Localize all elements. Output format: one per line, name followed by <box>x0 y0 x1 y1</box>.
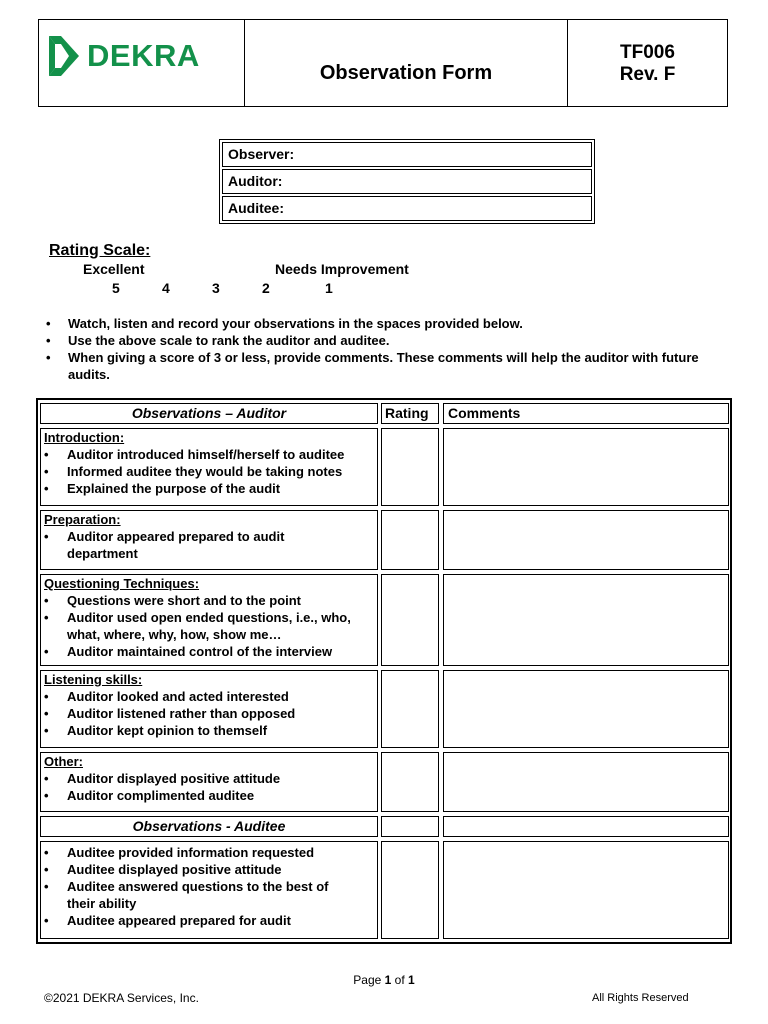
header-comments: Comments <box>443 403 729 424</box>
page-number: Page 1 of 1 <box>353 973 415 987</box>
list-item: • Auditor looked and acted interested <box>44 689 289 704</box>
list-item: • Auditee answered questions to the best of their ability <box>44 879 329 911</box>
auditee-header-comments-blank <box>443 816 729 837</box>
bullet-icon: • <box>44 788 49 803</box>
instruction-item: • Use the above scale to rank the auditor and auditee. <box>46 333 390 348</box>
bullet-icon: • <box>44 723 49 738</box>
header-observations-auditee: Observations - Auditee <box>40 816 378 837</box>
comments-cell-preparation[interactable] <box>443 510 729 570</box>
instruction-item: • Watch, listen and record your observations in the spaces provided below. <box>46 316 523 331</box>
rating-cell-questioning[interactable] <box>381 574 439 666</box>
dekra-chevron-icon <box>47 34 81 78</box>
header-observations-auditor: Observations – Auditor <box>40 403 378 424</box>
section-title: Listening skills: <box>44 672 143 687</box>
bullet-icon: • <box>44 862 49 877</box>
instruction-item: • When giving a score of 3 or less, provide comments. These comments will help the auditor with future audits. <box>46 350 699 382</box>
section-title: Introduction: <box>44 430 125 445</box>
auditor-field[interactable]: Auditor: <box>222 169 592 194</box>
title-cell <box>245 20 568 106</box>
bullet-icon: • <box>44 845 49 860</box>
section-auditee <box>40 841 378 939</box>
comments-cell-introduction[interactable] <box>443 428 729 506</box>
bullet-icon: • <box>44 447 49 462</box>
section-questioning-techniques <box>40 574 378 666</box>
bullet-icon: • <box>44 481 49 496</box>
rating-scale-title: Rating Scale: <box>49 242 151 259</box>
instructions-list <box>44 315 734 383</box>
section-other <box>40 752 378 812</box>
rating-cell-auditee[interactable] <box>381 841 439 939</box>
section-listening-skills <box>40 670 378 748</box>
rights-notice: All Rights Reserved <box>592 992 689 1004</box>
list-item: • Auditee displayed positive attitude <box>44 862 282 877</box>
bullet-icon: • <box>44 689 49 704</box>
list-item: • Auditor used open ended questions, i.e., who, what, where, why, how, show me… <box>44 610 351 642</box>
list-item: • Auditee appeared prepared for audit <box>44 913 291 928</box>
auditee-field[interactable]: Auditee: <box>222 196 592 221</box>
logo-wordmark: DEKRA <box>87 38 200 73</box>
list-item: • Auditor complimented auditee <box>44 788 255 803</box>
rating-cell-introduction[interactable] <box>381 428 439 506</box>
list-item: • Informed auditee they would be taking notes <box>44 464 343 479</box>
bullet-icon: • <box>44 593 49 608</box>
copyright-notice: ©2021 DEKRA Services, Inc. <box>44 991 199 1005</box>
bullet-icon: • <box>44 771 49 786</box>
comments-cell-questioning[interactable] <box>443 574 729 666</box>
section-title: Questioning Techniques: <box>44 576 200 591</box>
logo-cell <box>39 20 245 106</box>
bullet-icon: • <box>44 644 49 659</box>
participants-box <box>219 139 595 224</box>
comments-cell-other[interactable] <box>443 752 729 812</box>
list-item: • Auditor kept opinion to themself <box>44 723 268 738</box>
form-code <box>568 42 727 86</box>
rating-value: 4 <box>162 280 170 296</box>
list-item: • Auditor maintained control of the interview <box>44 644 333 659</box>
bullet-icon: • <box>44 913 49 928</box>
page-title: Observation Form <box>319 62 493 84</box>
list-item: • Auditee provided information requested <box>44 845 315 860</box>
bullet-icon: • <box>46 316 51 331</box>
observations-table <box>36 398 732 944</box>
bullet-icon: • <box>44 706 49 721</box>
header-rating: Rating <box>381 403 439 424</box>
list-item: • Auditor appeared prepared to audit department <box>44 529 285 561</box>
comments-cell-auditee[interactable] <box>443 841 729 939</box>
bullet-icon: • <box>44 529 49 544</box>
bullet-icon: • <box>44 879 49 894</box>
form-code-cell <box>568 20 727 106</box>
observer-field[interactable]: Observer: <box>222 142 592 167</box>
section-introduction <box>40 428 378 506</box>
section-title: Preparation: <box>44 512 121 527</box>
rating-value: 5 <box>112 280 120 296</box>
form-revision: Rev. F <box>619 64 676 85</box>
list-item: • Auditor introduced himself/herself to auditee <box>44 447 345 462</box>
list-item: • Auditor listened rather than opposed <box>44 706 296 721</box>
bullet-icon: • <box>46 333 51 348</box>
auditee-header-rating-blank <box>381 816 439 837</box>
rating-value: 1 <box>325 280 333 296</box>
list-item: • Auditor displayed positive attitude <box>44 771 281 786</box>
form-number: TF006 <box>620 42 675 63</box>
rating-value: 2 <box>262 280 270 296</box>
list-item: • Explained the purpose of the audit <box>44 481 281 496</box>
bullet-icon: • <box>46 350 51 365</box>
dekra-logo <box>47 34 200 78</box>
rating-cell-preparation[interactable] <box>381 510 439 570</box>
document-header <box>38 19 728 107</box>
rating-cell-other[interactable] <box>381 752 439 812</box>
comments-cell-listening[interactable] <box>443 670 729 748</box>
rating-low-label: Needs Improvement <box>275 261 409 277</box>
rating-high-label: Excellent <box>83 261 145 277</box>
bullet-icon: • <box>44 610 49 625</box>
rating-cell-listening[interactable] <box>381 670 439 748</box>
list-item: • Questions were short and to the point <box>44 593 302 608</box>
rating-value: 3 <box>212 280 220 296</box>
bullet-icon: • <box>44 464 49 479</box>
section-preparation <box>40 510 378 570</box>
section-title: Other: <box>44 754 83 769</box>
